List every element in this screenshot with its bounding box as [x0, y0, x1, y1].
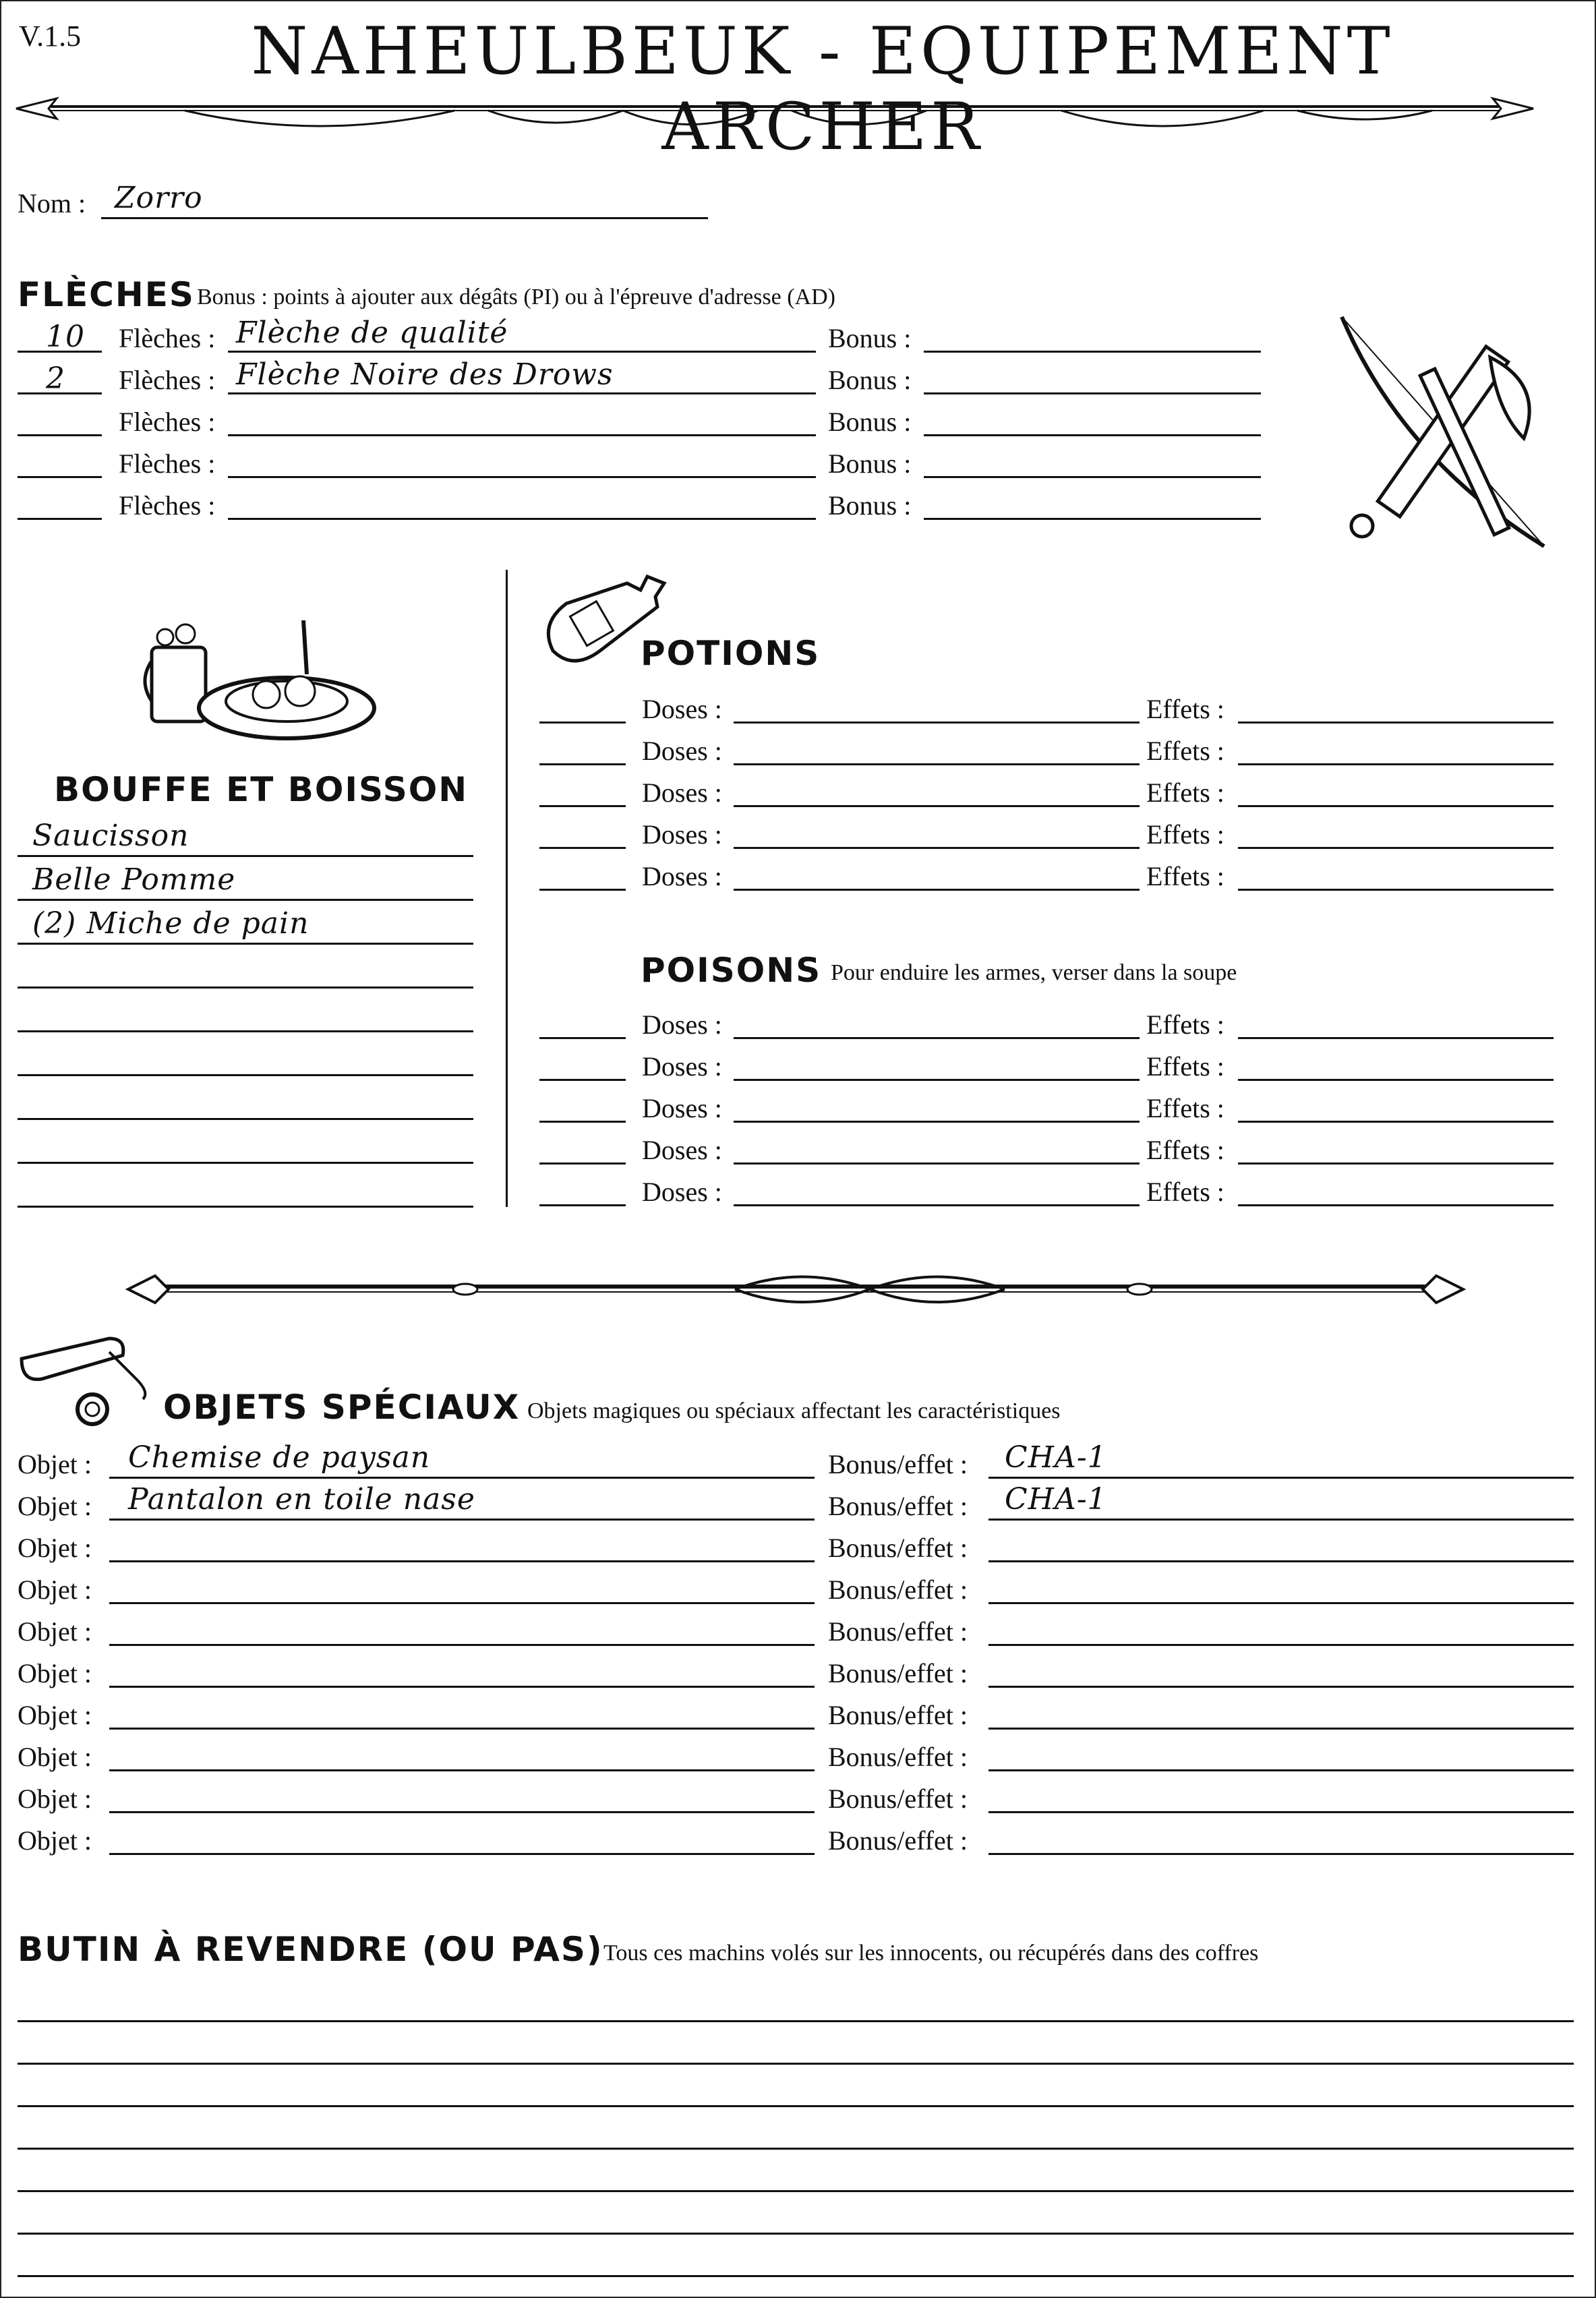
butin-line: [18, 2063, 1574, 2065]
objet-name-line: [109, 1644, 815, 1646]
poison-qty-line: [539, 1204, 626, 1206]
objet-label: Objet :: [18, 1449, 92, 1479]
objet-bonus-line: [988, 1644, 1574, 1646]
objet-bonus-label: Bonus/effet :: [828, 1658, 968, 1688]
potion-effets-label: Effets :: [1146, 861, 1224, 891]
butin-line: [18, 2105, 1574, 2107]
objet-bonus-label: Bonus/effet :: [828, 1784, 968, 1814]
potion-doses-label: Doses :: [642, 777, 722, 808]
poison-doses-label: Doses :: [642, 1051, 722, 1082]
poison-doses-line: [734, 1079, 1140, 1081]
bouffe-line: [18, 1074, 473, 1076]
objet-label: Objet :: [18, 1491, 92, 1521]
poison-doses-line: [734, 1162, 1140, 1165]
poison-effets-line: [1238, 1037, 1554, 1039]
objet-name-line: [109, 1477, 815, 1479]
objet-name[interactable]: Chemise de paysan: [128, 1440, 431, 1475]
bouffe-line: [18, 899, 473, 901]
fleche-name[interactable]: Flèche de qualité: [236, 316, 508, 350]
bouffe-title: BOUFFE ET BOISSON: [54, 770, 469, 809]
objet-bonus-line: [988, 1560, 1574, 1562]
objet-bonus-label: Bonus/effet :: [828, 1700, 968, 1730]
bouffe-item[interactable]: Belle Pomme: [32, 862, 236, 897]
objet-bonus[interactable]: CHA-1: [1005, 1482, 1107, 1516]
objet-name-line: [109, 1686, 815, 1688]
fleche-label: Flèches :: [119, 365, 216, 395]
potion-doses-line: [734, 805, 1140, 807]
nom-underline: [101, 217, 708, 219]
objet-name-line: [109, 1853, 815, 1855]
potion-doses-label: Doses :: [642, 736, 722, 766]
potion-doses-label: Doses :: [642, 861, 722, 891]
objet-bonus-line: [988, 1728, 1574, 1730]
objet-bonus-line: [988, 1769, 1574, 1771]
fleche-qty-line: [18, 351, 102, 353]
bouffe-line: [18, 943, 473, 945]
arrow-divider-icon: [16, 88, 1533, 148]
poison-doses-line: [734, 1204, 1140, 1206]
bouffe-line: [18, 855, 473, 857]
potion-doses-line: [734, 763, 1140, 765]
scroll-and-ring-icon: [15, 1332, 156, 1433]
poison-doses-label: Doses :: [642, 1009, 722, 1040]
objet-bonus[interactable]: CHA-1: [1005, 1440, 1107, 1475]
fleche-qty-line: [18, 518, 102, 520]
fleche-name[interactable]: Flèche Noire des Drows: [236, 357, 614, 392]
potion-effets-line: [1238, 889, 1554, 891]
poison-effets-label: Effets :: [1146, 1177, 1224, 1207]
fleche-bonus-label: Bonus :: [828, 407, 912, 437]
nom-label: Nom :: [18, 188, 86, 218]
bow-and-axe-icon: [1322, 310, 1571, 553]
fleche-name-line: [228, 392, 816, 394]
butin-line: [18, 2233, 1574, 2235]
poison-effets-label: Effets :: [1146, 1051, 1224, 1082]
fleche-qty-line: [18, 392, 102, 394]
potion-effets-label: Effets :: [1146, 819, 1224, 850]
potion-effets-line: [1238, 805, 1554, 807]
bouffe-line: [18, 1206, 473, 1208]
objet-bonus-label: Bonus/effet :: [828, 1491, 968, 1521]
fleche-qty[interactable]: 10: [46, 320, 85, 354]
objet-label: Objet :: [18, 1700, 92, 1730]
objet-name-line: [109, 1602, 815, 1604]
potion-effets-label: Effets :: [1146, 736, 1224, 766]
butin-line: [18, 2020, 1574, 2022]
potion-doses-label: Doses :: [642, 694, 722, 724]
poisons-subtitle: Pour enduire les armes, verser dans la soupe: [831, 960, 1237, 985]
fleche-label: Flèches :: [119, 490, 216, 521]
poison-doses-label: Doses :: [642, 1093, 722, 1123]
poison-doses-label: Doses :: [642, 1135, 722, 1165]
objets-subtitle: Objets magiques ou spéciaux affectant les caractéristiques: [527, 1398, 1061, 1423]
fleche-bonus-line: [924, 434, 1261, 436]
poison-qty-line: [539, 1037, 626, 1039]
potions-title: POTIONS: [641, 634, 821, 673]
poison-effets-label: Effets :: [1146, 1009, 1224, 1040]
fleche-qty-line: [18, 476, 102, 478]
fleche-label: Flèches :: [119, 407, 216, 437]
column-divider: [506, 570, 508, 1207]
food-plate-icon: [138, 607, 381, 742]
fleche-bonus-line: [924, 351, 1261, 353]
butin-title: BUTIN À REVENDRE (OU PAS): [18, 1930, 603, 1969]
potion-doses-label: Doses :: [642, 819, 722, 850]
potion-effets-label: Effets :: [1146, 694, 1224, 724]
objet-name-line: [109, 1811, 815, 1813]
objet-label: Objet :: [18, 1533, 92, 1563]
objet-name-line: [109, 1769, 815, 1771]
objet-bonus-line: [988, 1811, 1574, 1813]
objet-bonus-line: [988, 1853, 1574, 1855]
bouffe-line: [18, 1118, 473, 1120]
poisons-title: POISONS: [641, 951, 822, 990]
objet-bonus-label: Bonus/effet :: [828, 1825, 968, 1856]
potion-doses-line: [734, 721, 1140, 724]
poison-doses-line: [734, 1121, 1140, 1123]
fleche-bonus-label: Bonus :: [828, 323, 912, 353]
objet-bonus-line: [988, 1519, 1574, 1521]
fleche-name-line: [228, 351, 816, 353]
objet-bonus-label: Bonus/effet :: [828, 1449, 968, 1479]
potion-qty-line: [539, 763, 626, 765]
bouffe-item[interactable]: (2) Miche de pain: [32, 906, 309, 941]
poison-effets-line: [1238, 1121, 1554, 1123]
objet-bonus-label: Bonus/effet :: [828, 1616, 968, 1647]
poison-effets-line: [1238, 1204, 1554, 1206]
bouffe-line: [18, 1162, 473, 1164]
objet-bonus-label: Bonus/effet :: [828, 1533, 968, 1563]
poison-effets-label: Effets :: [1146, 1093, 1224, 1123]
version-label: V.1.5: [19, 20, 82, 53]
butin-subtitle: Tous ces machins volés sur les innocents, ou récupérés dans des coffres: [603, 1941, 1259, 1966]
page-title: NAHEULBEUK - EQUIPEMENT ARCHER: [251, 13, 1394, 165]
objet-bonus-line: [988, 1477, 1574, 1479]
potion-qty-line: [539, 889, 626, 891]
fleches-subtitle: Bonus : points à ajouter aux dégâts (PI) ou à l'épreuve d'adresse (AD): [197, 285, 835, 310]
objets-title: OBJETS SPÉCIAUX: [163, 1388, 521, 1427]
potion-qty-line: [539, 805, 626, 807]
fleche-name-line: [228, 518, 816, 520]
butin-line: [18, 2148, 1574, 2150]
poison-doses-label: Doses :: [642, 1177, 722, 1207]
fleche-bonus-line: [924, 476, 1261, 478]
fleche-name-line: [228, 476, 816, 478]
objet-label: Objet :: [18, 1825, 92, 1856]
butin-line: [18, 2190, 1574, 2192]
objet-label: Objet :: [18, 1784, 92, 1814]
fleche-bonus-label: Bonus :: [828, 365, 912, 395]
objet-bonus-line: [988, 1686, 1574, 1688]
poison-qty-line: [539, 1121, 626, 1123]
poison-qty-line: [539, 1079, 626, 1081]
fleche-name-line: [228, 434, 816, 436]
potion-doses-line: [734, 847, 1140, 849]
poison-effets-line: [1238, 1162, 1554, 1165]
staff-divider-icon: [128, 1261, 1463, 1315]
poison-effets-line: [1238, 1079, 1554, 1081]
butin-line: [18, 2275, 1574, 2277]
fleche-bonus-label: Bonus :: [828, 490, 912, 521]
fleches-title: FLÈCHES: [18, 275, 195, 314]
objet-name-line: [109, 1560, 815, 1562]
poison-doses-line: [734, 1037, 1140, 1039]
objet-label: Objet :: [18, 1616, 92, 1647]
objet-bonus-label: Bonus/effet :: [828, 1742, 968, 1772]
bouffe-item[interactable]: Saucisson: [32, 819, 189, 853]
fleche-label: Flèches :: [119, 323, 216, 353]
potion-effets-label: Effets :: [1146, 777, 1224, 808]
objet-label: Objet :: [18, 1658, 92, 1688]
fleche-bonus-label: Bonus :: [828, 448, 912, 479]
potion-effets-line: [1238, 847, 1554, 849]
nom-value[interactable]: Zorro: [115, 181, 203, 215]
fleche-bonus-line: [924, 518, 1261, 520]
poison-qty-line: [539, 1162, 626, 1165]
objet-bonus-line: [988, 1602, 1574, 1604]
potion-qty-line: [539, 721, 626, 724]
bouffe-line: [18, 986, 473, 989]
objet-bonus-label: Bonus/effet :: [828, 1574, 968, 1605]
fleche-bonus-line: [924, 392, 1261, 394]
fleche-qty[interactable]: 2: [46, 361, 65, 396]
objet-name-line: [109, 1519, 815, 1521]
objet-name[interactable]: Pantalon en toile nase: [128, 1482, 475, 1516]
fleche-label: Flèches :: [119, 448, 216, 479]
objet-name-line: [109, 1728, 815, 1730]
fleche-qty-line: [18, 434, 102, 436]
bouffe-line: [18, 1030, 473, 1032]
potion-qty-line: [539, 847, 626, 849]
objet-label: Objet :: [18, 1574, 92, 1605]
potion-effets-line: [1238, 763, 1554, 765]
poison-effets-label: Effets :: [1146, 1135, 1224, 1165]
objet-label: Objet :: [18, 1742, 92, 1772]
potion-effets-line: [1238, 721, 1554, 724]
potion-doses-line: [734, 889, 1140, 891]
